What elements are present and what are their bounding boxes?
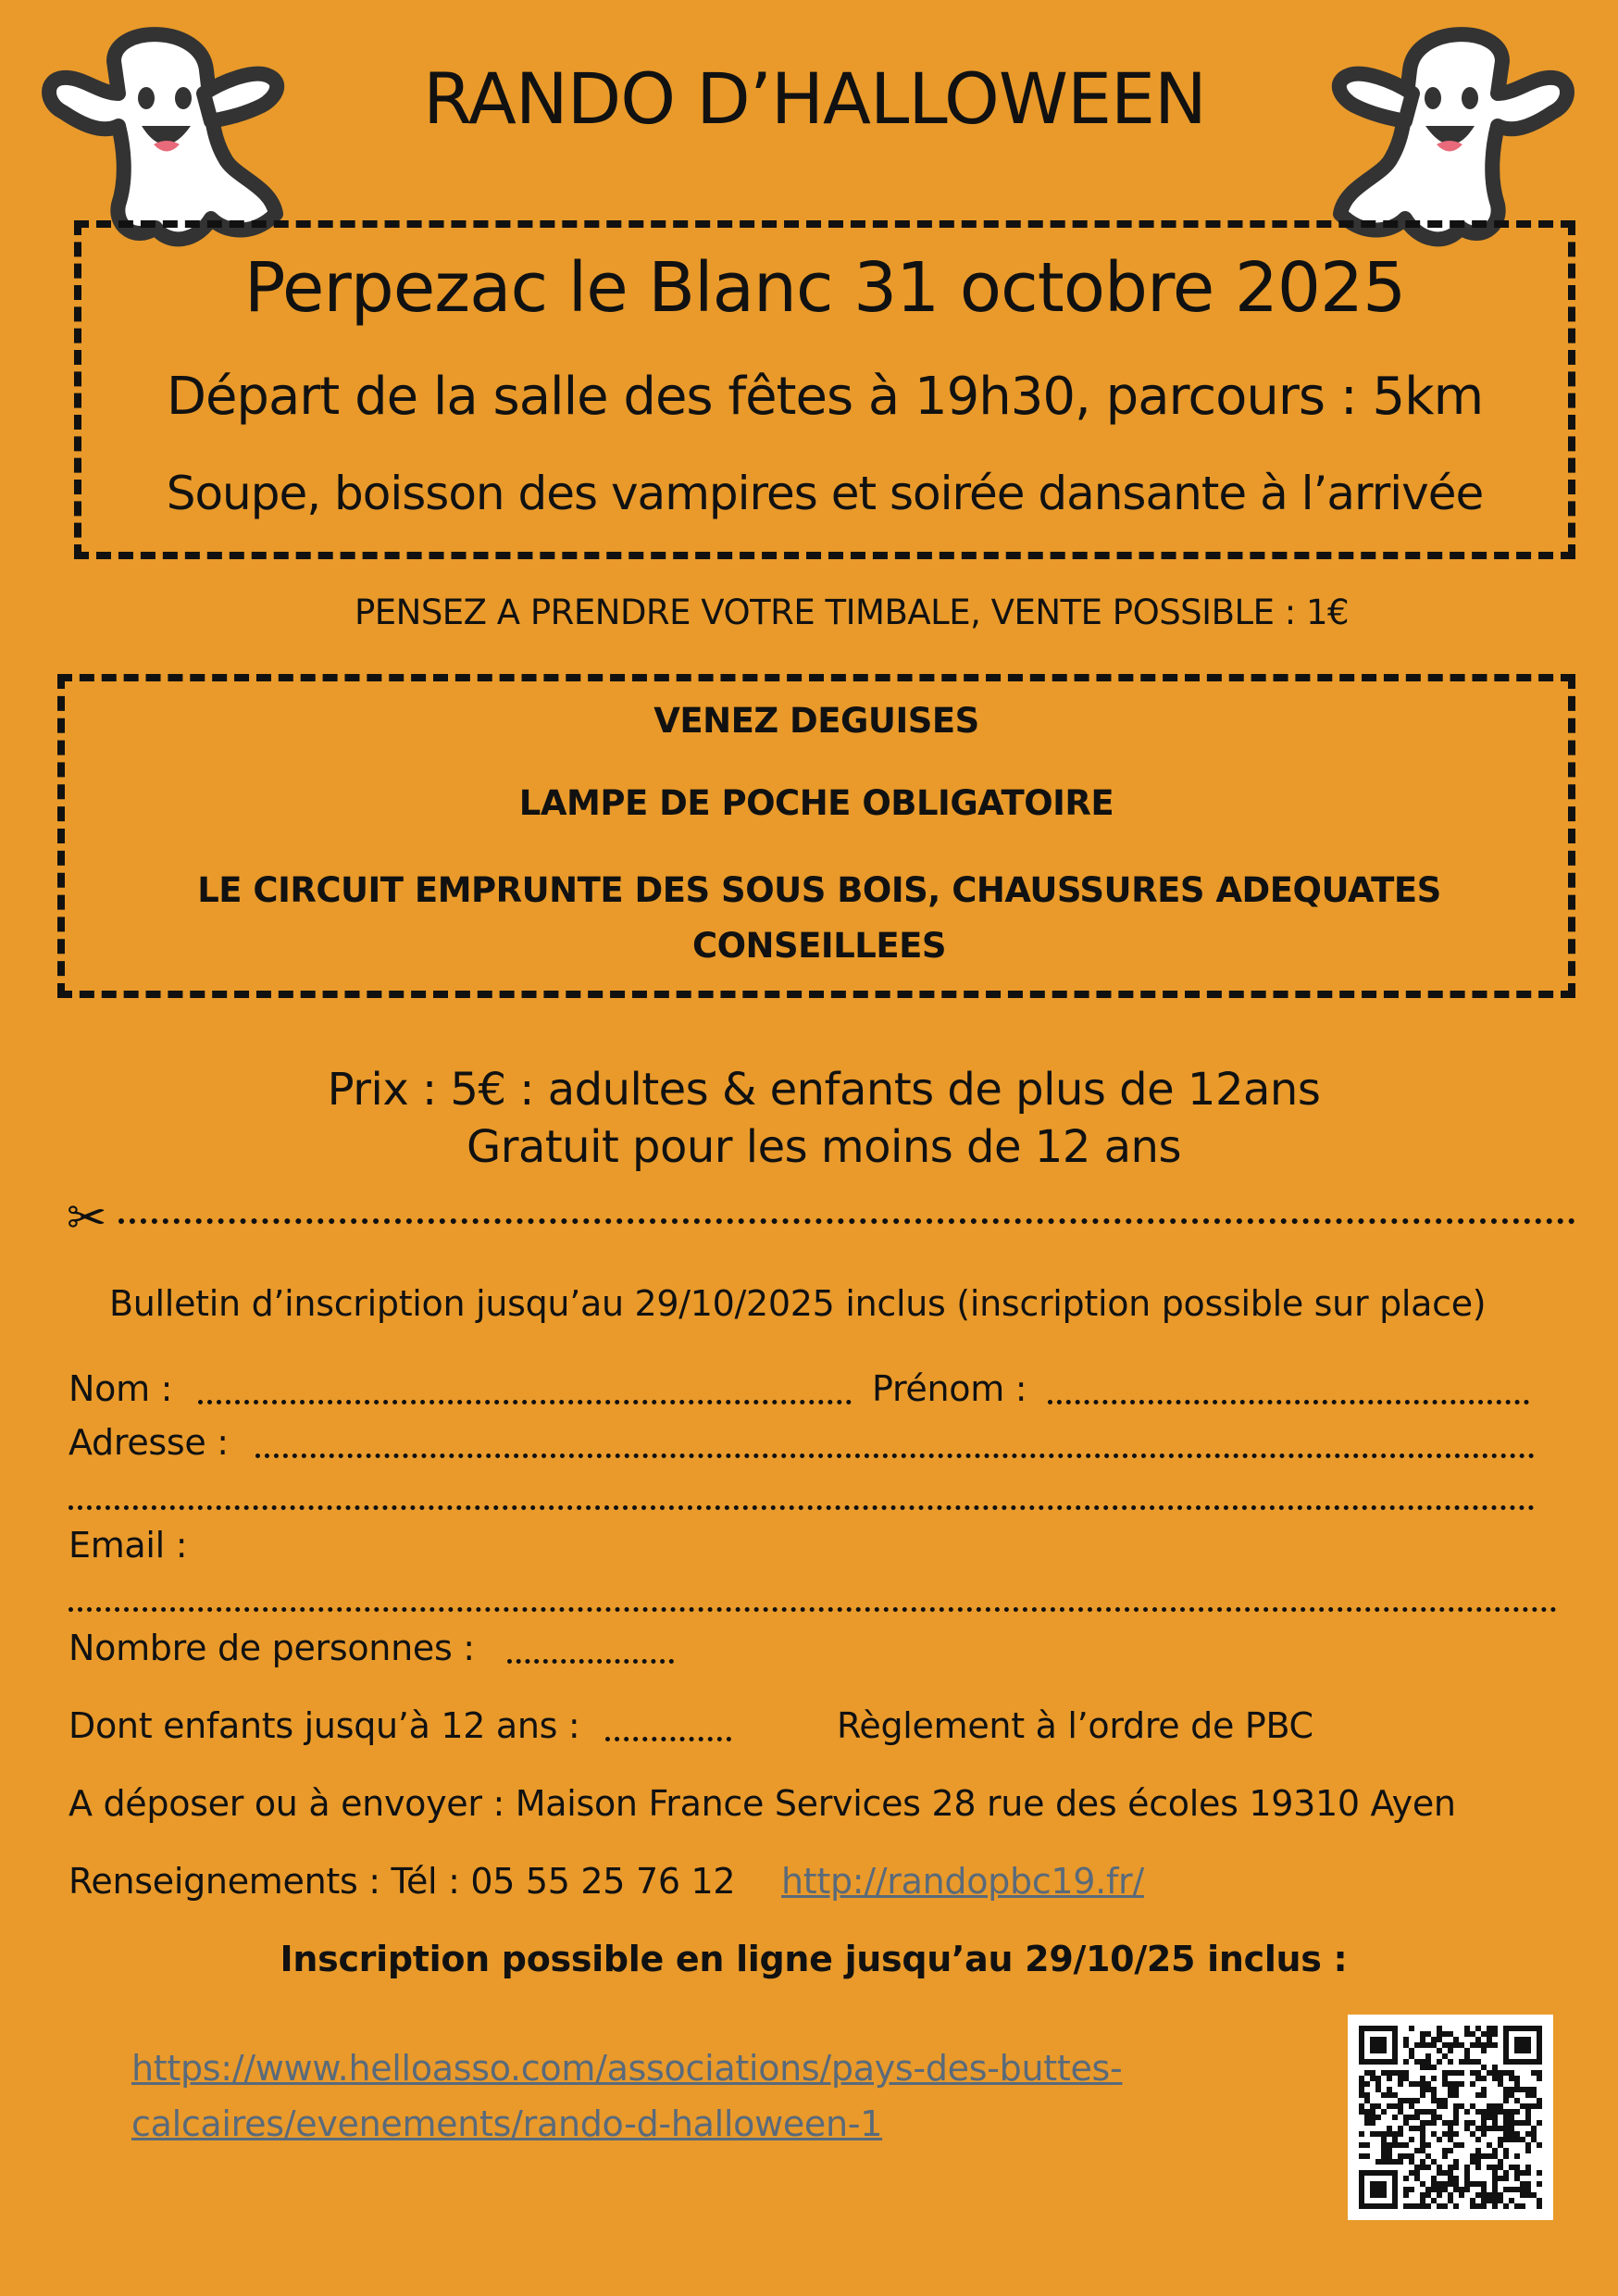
adresse-label: Adresse : [68,1422,229,1463]
scissors-icon: ✂ [67,1191,107,1246]
event-departure: Départ de la salle des fêtes à 19h30, parcours : 5km [166,367,1484,427]
event-arrival: Soupe, boisson des vampires et soirée dansante à l’arrivée [166,467,1484,520]
qr-code[interactable] [1348,2015,1553,2220]
rule-lamp: LAMPE DE POCHE OBLIGATOIRE [518,783,1114,823]
event-place-date: Perpezac le Blanc 31 octobre 2025 [243,248,1406,328]
price-adults: Prix : 5€ : adultes & enfants de plus de 12ans [327,1064,1321,1116]
nombre-label: Nombre de personnes : [68,1628,475,1668]
deposer-info: A déposer ou à envoyer : Maison France Services 28 rue des écoles 19310 Ayen [68,1783,1456,1824]
adresse-field-line2[interactable] [68,1505,1535,1510]
nom-field[interactable] [198,1400,852,1404]
renseignements-info: Renseignements : Tél : 05 55 25 76 12 [68,1861,736,1902]
form-intro: Bulletin d’inscription jusqu’au 29/10/2025 inclus (inscription possible sur place) [109,1283,1487,1324]
helloasso-link[interactable]: https://www.helloasso.com/associations/pays-des-buttes-calcaires/evenements/rando-d-halloween-1 [131,2048,1123,2144]
enfants-label: Dont enfants jusqu’à 12 ans : [68,1705,580,1746]
rule-shoes: LE CIRCUIT EMPRUNTE DES SOUS BOIS, CHAUSSURES ADEQUATES CONSEILLEES [197,870,1441,966]
email-label: Email : [68,1525,188,1566]
page-title: RANDO D’HALLOWEEN [423,57,1206,140]
price-free: Gratuit pour les moins de 12 ans [467,1121,1181,1173]
adresse-field[interactable] [255,1454,1535,1458]
timbale-notice: PENSEZ A PRENDRE VOTRE TIMBALE, VENTE POSSIBLE : 1€ [354,593,1350,632]
cut-dotted-line [118,1218,1575,1224]
email-field[interactable] [68,1607,1557,1612]
cut-line [67,1191,1575,1246]
enfants-field[interactable] [605,1737,731,1741]
nombre-field[interactable] [507,1659,674,1664]
reglement-info: Règlement à l’ordre de PBC [837,1705,1313,1746]
price-info [74,1061,1574,1176]
prenom-label: Prénom : [872,1368,1027,1409]
nom-label: Nom : [68,1368,173,1409]
rule-costume: VENEZ DEGUISES [653,701,979,741]
website-link[interactable]: http://randopbc19.fr/ [781,1861,1144,1902]
online-title: Inscription possible en ligne jusqu’au 29/10/25 inclus : [280,1939,1348,1979]
prenom-field[interactable] [1048,1400,1529,1404]
